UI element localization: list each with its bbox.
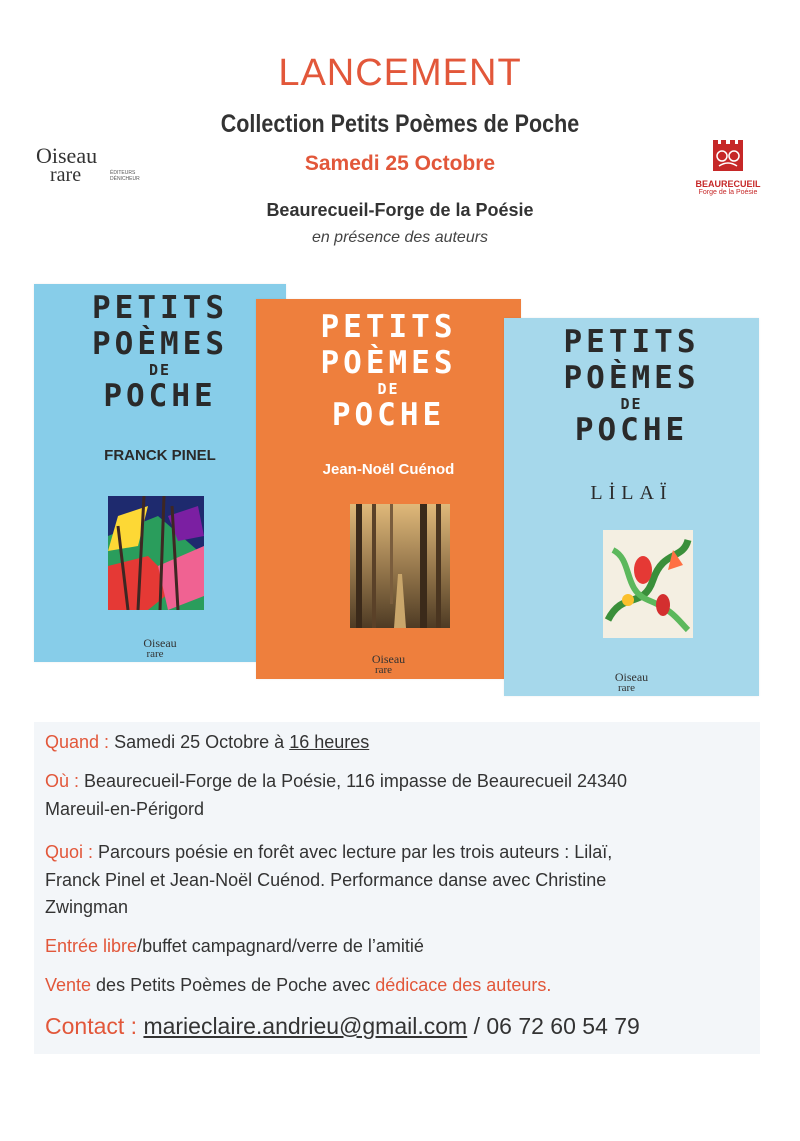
logo-word-rare: rare: [50, 164, 82, 186]
contact-line: [45, 1013, 640, 1040]
book-cover-lilai: [504, 318, 759, 696]
when-label: Quand :: [45, 732, 110, 752]
what-line-3: Zwingman: [45, 897, 129, 917]
snakes-illustration: [603, 530, 693, 638]
book-title-line: POÈMES: [92, 326, 228, 362]
publisher-word: Oiseau: [371, 652, 406, 666]
publisher-logo: [256, 654, 521, 675]
when-line: [45, 732, 369, 753]
entry-line: [45, 936, 424, 957]
logo-beaurecueil-subtitle: Forge de la Poésie: [698, 189, 758, 196]
when-time: 16 heures: [289, 732, 370, 752]
oiseau-rare-logo: [36, 143, 156, 196]
beaurecueil-logo: [683, 138, 773, 208]
logo-word-oiseau: Oiseau: [36, 143, 98, 168]
publisher-word: rare: [617, 682, 636, 694]
where-address: Beaurecueil-Forge de la Poésie, 116 impasse de Beaurecueil 24340: [84, 771, 628, 791]
abstract-tree-painting: [108, 496, 204, 610]
when-text: Samedi 25 Octobre à: [114, 732, 285, 752]
forest-path-photo: [350, 504, 450, 628]
publisher-word: Oiseau: [614, 670, 649, 684]
book-title-line: PETITS: [320, 309, 457, 345]
publisher-logo: [504, 672, 759, 693]
logo-tagline-2: DÉNICHEUR: [110, 176, 140, 182]
entry-text: /buffet campagnard/verre de l’amitié: [137, 936, 424, 956]
contact-email-link[interactable]: marieclaire.andrieu@gmail.com: [143, 1013, 468, 1039]
publisher-word: rare: [374, 664, 393, 676]
sale-label: Vente: [45, 975, 92, 995]
publisher-word: rare: [146, 648, 164, 660]
what-text: Parcours poésie en forêt avec lecture par les trois auteurs : Lilaï,: [98, 842, 613, 862]
book-title-line: DE: [148, 361, 172, 379]
book-title: [34, 290, 286, 414]
book-author: Jean-Noël Cuénod: [322, 461, 455, 478]
sale-text: des Petits Poèmes de Poche avec: [91, 975, 376, 995]
where-label: Où :: [45, 771, 80, 791]
presence-note: en présence des auteurs: [311, 229, 489, 246]
sale-line: [45, 975, 551, 996]
book-title-line: POCHE: [331, 397, 446, 433]
logo-tagline: [110, 170, 140, 182]
entry-label: Entrée libre: [45, 936, 138, 956]
where-line: [45, 771, 627, 792]
book-title-line: POCHE: [574, 412, 689, 448]
collection-title: Collection Petits Poèmes de Poche: [220, 110, 580, 138]
book-title-line: DE: [377, 380, 400, 398]
publisher-logo: [34, 638, 286, 659]
book-cover-franck-pinel: [34, 284, 286, 662]
book-title-line: DE: [620, 395, 643, 413]
book-title-line: POCHE: [103, 378, 217, 414]
book-title-line: POÈMES: [563, 360, 700, 396]
book-title: [256, 309, 521, 433]
sale-highlight: dédicace des auteurs.: [375, 975, 552, 995]
contact-label: Contact :: [45, 1013, 138, 1039]
where-line-2: Mareuil-en-Périgord: [45, 799, 205, 819]
page-title: LANCEMENT: [278, 52, 522, 94]
event-venue: Beaurecueil-Forge de la Poésie: [266, 200, 534, 220]
publisher-word: Oiseau: [143, 636, 177, 650]
contact-phone: / 06 72 60 54 79: [467, 1013, 640, 1039]
book-author: FRANCK PINEL: [104, 447, 216, 464]
event-date: Samedi 25 Octobre: [304, 152, 496, 175]
book-title-line: PETITS: [92, 290, 228, 326]
what-line-2: Franck Pinel et Jean-Noël Cuénod. Performance danse avec Christine: [45, 870, 607, 890]
logo-beaurecueil-name: BEAURECUEIL: [695, 179, 761, 189]
book-title-line: POÈMES: [320, 345, 457, 381]
logo-tagline-1: ÉDITEURS: [110, 170, 136, 176]
what-line: [45, 842, 612, 863]
castle-icon: [711, 138, 745, 172]
book-title: [504, 324, 759, 448]
book-author: LİLAÏ: [590, 482, 673, 504]
what-label: Quoi :: [45, 842, 94, 862]
book-title-line: PETITS: [563, 324, 700, 360]
book-cover-jean-noel-cuenod: [256, 299, 521, 679]
